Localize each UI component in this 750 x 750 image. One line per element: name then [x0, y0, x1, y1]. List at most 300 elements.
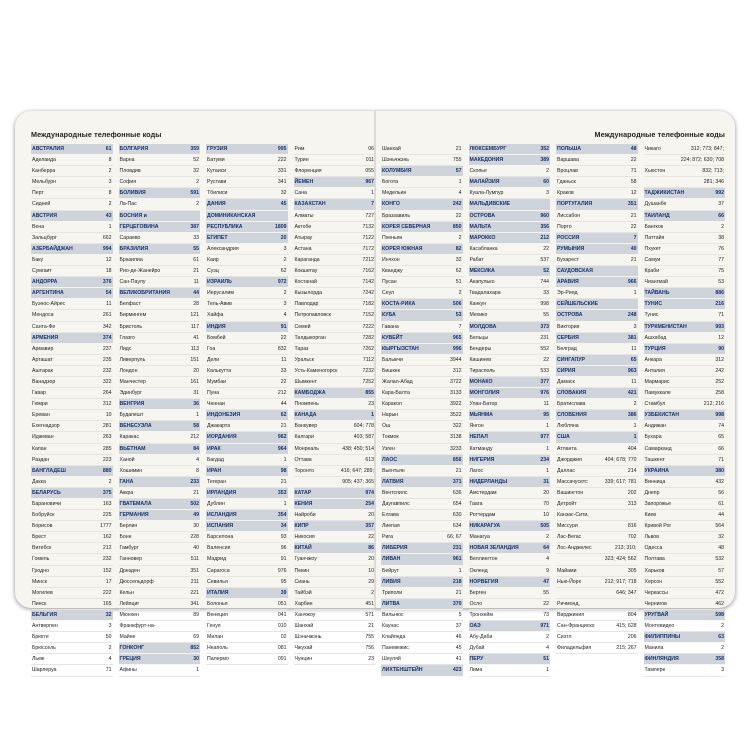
city-name: Мумбаи: [207, 378, 227, 385]
city-row: [556, 188, 638, 199]
dialing-code: 22: [630, 223, 637, 230]
dialing-code: 1: [546, 445, 549, 452]
city-name: Белград: [557, 345, 577, 352]
code-column: [206, 144, 288, 677]
country-name: КОРЕЯ ЮЖНАЯ: [382, 245, 423, 252]
city-row: [294, 577, 376, 588]
country-name: РОССИЯ: [557, 234, 580, 241]
city-name: Уральск: [294, 356, 314, 363]
city-name: Вентспилс: [382, 489, 408, 496]
dialing-code: 206: [627, 634, 637, 641]
dialing-code: 552: [715, 578, 724, 585]
dialing-code: 2: [458, 234, 462, 241]
city-row: [119, 599, 201, 610]
dialing-code: 3522: [449, 412, 462, 419]
city-row: [31, 377, 113, 388]
dialing-code: 7172: [362, 245, 374, 252]
country-name: МОЛДОВА: [469, 323, 497, 330]
dialing-code: 66: [718, 212, 724, 219]
city-row: [294, 322, 376, 333]
city-row: [644, 588, 726, 599]
city-row: [294, 188, 376, 199]
city-name: Дакка: [32, 478, 46, 485]
dialing-code: 60: [543, 179, 549, 186]
city-row: [556, 399, 638, 410]
city-name: Рим: [294, 146, 305, 152]
dialing-code: 591: [190, 190, 199, 197]
country-name: КАЗАХСТАН: [294, 201, 326, 208]
city-row: [556, 211, 638, 222]
country-row: [206, 444, 288, 455]
country-row: [469, 211, 551, 222]
city-row: [469, 643, 551, 654]
city-name: Сеул: [382, 290, 395, 297]
country-row: [206, 410, 288, 421]
dialing-code: 552: [540, 345, 549, 352]
country-row: [206, 233, 288, 244]
country-name: ГЕРЦЕГОВИНА: [119, 223, 159, 230]
city-name: Виктория: [557, 323, 580, 330]
dialing-code: 351: [190, 567, 199, 574]
dialing-code: 7112: [362, 356, 374, 363]
city-name: Порто: [557, 223, 572, 230]
dialing-code: 323; 424; 562: [604, 556, 637, 563]
country-row: [119, 399, 201, 410]
dialing-code: 264: [102, 390, 112, 397]
city-row: [469, 610, 551, 621]
city-row: [556, 543, 638, 554]
country-name: УЗБЕКИСТАН: [644, 412, 680, 419]
dialing-code: 3: [108, 623, 112, 630]
dialing-code: 3: [283, 301, 287, 308]
dialing-code: 2: [721, 623, 724, 630]
city-name: Майне: [119, 634, 136, 641]
country-name: ЛИБЕРИЯ: [382, 545, 408, 552]
city-name: Ченнаи: [207, 401, 225, 408]
dialing-code: 357: [365, 523, 374, 530]
country-name: ИНДОНЕЗИЯ: [207, 412, 241, 419]
city-name: Найроби: [294, 512, 316, 519]
city-name: Брюссель: [32, 645, 56, 652]
dialing-code: 38: [718, 234, 724, 241]
dialing-code: 232: [102, 367, 112, 374]
country-name: ИРЛАНДИЯ: [207, 489, 237, 496]
city-row: [31, 444, 113, 455]
country-name: КАТАР: [294, 489, 312, 496]
country-row: [469, 577, 551, 588]
country-row: [469, 543, 551, 554]
dialing-code: 1: [283, 501, 287, 507]
city-name: Одесса: [644, 545, 663, 552]
city-name: Чернигов: [644, 600, 667, 607]
country-name: ИСЛАНДИЯ: [207, 512, 237, 519]
city-row: [206, 244, 288, 255]
city-row: [31, 554, 113, 565]
country-row: [469, 432, 551, 443]
dialing-code: 44: [193, 290, 199, 297]
country-row: [294, 521, 376, 532]
city-name: Минск: [32, 578, 47, 585]
city-row: [294, 421, 376, 432]
dialing-code: 755: [365, 634, 374, 641]
city-name: Шанхай: [382, 146, 401, 152]
dialing-code: 880: [102, 467, 112, 474]
city-row: [119, 344, 201, 355]
city-name: Жалал-Абад: [382, 378, 413, 385]
city-row: [381, 233, 463, 244]
dialing-code: 57: [455, 168, 462, 175]
city-name: Дели: [207, 356, 220, 363]
country-name: НОВАЯ ЗЕЛАНДИЯ: [469, 545, 519, 552]
dialing-code: 50: [105, 634, 112, 641]
city-name: Барановичи: [32, 501, 62, 507]
dialing-code: 225: [102, 512, 112, 519]
dialing-code: 4: [458, 190, 462, 197]
city-row: [31, 233, 113, 244]
dialing-code: 62: [455, 268, 462, 275]
dialing-code: 432: [715, 478, 724, 485]
country-name: АНДОРРА: [32, 279, 58, 286]
dialing-code: 3: [546, 190, 549, 197]
dialing-code: 2: [108, 168, 112, 175]
city-name: Костанай: [294, 279, 317, 286]
dialing-code: 95: [280, 578, 287, 585]
city-name: Палермо: [207, 656, 229, 663]
country-name: НЕПАЛ: [469, 434, 488, 441]
country-name: КЕНИЯ: [294, 501, 313, 507]
country-row: [119, 510, 201, 521]
dialing-code: 966: [627, 279, 637, 286]
city-name: Клайпеда: [382, 634, 406, 641]
city-row: [119, 432, 201, 443]
dialing-code: 537: [540, 256, 549, 263]
country-row: [206, 322, 288, 333]
city-row: [644, 444, 726, 455]
city-name: Ванадзор: [32, 378, 56, 385]
dialing-code: 7152: [362, 312, 374, 319]
dialing-code: 66; 67: [447, 534, 462, 541]
dialing-code: 352: [540, 146, 549, 152]
country-name: МАЛАЙЗИЯ: [469, 179, 500, 186]
dialing-code: 44: [718, 512, 724, 519]
city-name: Касабланка: [469, 245, 498, 252]
city-name: Пинск: [32, 600, 47, 607]
country-name: СИРИЯ: [557, 367, 576, 374]
city-name: Сан-Франциско: [557, 623, 595, 630]
dialing-code: 20: [368, 512, 374, 519]
dialing-code: 224; 872; 630; 708: [680, 157, 724, 164]
country-row: [381, 222, 463, 233]
city-row: [556, 477, 638, 488]
city-name: Тайбэй: [294, 589, 312, 596]
city-name: Триполи: [382, 589, 403, 596]
city-row: [556, 444, 638, 455]
city-name: Петропавловск: [294, 312, 331, 319]
dialing-code: 3922: [449, 401, 462, 408]
country-row: [469, 322, 551, 333]
dialing-code: 370: [452, 600, 462, 607]
city-name: Самарканд: [644, 445, 672, 452]
dialing-code: 646; 347: [616, 589, 637, 596]
city-row: [294, 643, 376, 654]
city-name: Рио-де-Жанейро: [119, 268, 161, 275]
dialing-code: 4: [283, 312, 287, 319]
city-row: [206, 344, 288, 355]
city-name: Дрезден: [119, 567, 140, 574]
city-row: [294, 233, 376, 244]
country-name: КИТАЙ: [294, 545, 312, 552]
country-row: [556, 299, 638, 310]
city-row: [31, 410, 113, 421]
dialing-code: 163: [102, 501, 112, 507]
city-name: Усть-Каменогорск: [294, 367, 338, 374]
country-row: [31, 277, 113, 288]
city-name: Берлин: [119, 523, 138, 530]
city-name: Гомель: [32, 556, 50, 563]
city-row: [119, 466, 201, 477]
dialing-code: 21: [455, 467, 462, 474]
dialing-code: 961: [452, 556, 462, 563]
country-name: ИНДИЯ: [207, 323, 226, 330]
city-row: [644, 665, 726, 676]
city-row: [644, 499, 726, 510]
dialing-code: 21: [193, 268, 199, 275]
country-row: [556, 366, 638, 377]
country-row: [206, 222, 288, 233]
city-name: Лиепая: [382, 523, 400, 530]
city-row: [206, 188, 288, 199]
dialing-code: 654: [452, 501, 462, 507]
dialing-code: 21: [368, 623, 374, 630]
country-name: ИРАН: [207, 467, 222, 474]
dialing-code: 404: [627, 445, 637, 452]
city-row: [31, 166, 113, 177]
country-row: [31, 288, 113, 299]
city-name: Бельцы: [469, 334, 489, 341]
dialing-code: 472: [715, 589, 724, 596]
dialing-code: 2: [458, 290, 462, 297]
city-row: [644, 488, 726, 499]
city-name: Бухарест: [557, 256, 580, 263]
country-row: [556, 410, 638, 421]
dialing-code: 4: [546, 645, 549, 652]
dialing-code: 58: [630, 179, 637, 186]
dialing-code: 76: [718, 245, 724, 252]
dialing-code: 32: [718, 534, 724, 541]
dialing-code: 32: [105, 611, 112, 618]
dialing-code: 12: [630, 190, 637, 197]
country-row: [31, 244, 113, 255]
city-name: Даугавпилс: [382, 501, 410, 507]
country-name: БРАЗИЛИЯ: [119, 245, 149, 252]
dialing-code: 71: [718, 312, 724, 319]
country-name: МАКЕДОНИЯ: [469, 157, 504, 164]
city-name: Сиэтл: [557, 634, 572, 641]
dialing-code: 051: [277, 600, 287, 607]
city-row: [469, 510, 551, 521]
dialing-code: 218: [452, 578, 462, 585]
city-row: [31, 455, 113, 466]
dialing-code: 634: [452, 523, 462, 530]
country-row: [206, 432, 288, 443]
city-row: [381, 632, 463, 643]
dialing-code: 331: [277, 168, 287, 175]
dialing-code: 223: [102, 456, 112, 463]
dialing-code: 305: [627, 567, 637, 574]
city-name: Аккра: [119, 489, 134, 496]
dialing-code: 992: [715, 190, 724, 197]
dialing-code: 53: [455, 312, 462, 319]
dialing-code: 462: [715, 600, 724, 607]
city-row: [294, 266, 376, 277]
dialing-code: 37: [718, 201, 724, 208]
dialing-code: 84: [193, 445, 199, 452]
dialing-code: 416; 647; 289;: [340, 467, 374, 474]
city-name: Пхукет: [644, 245, 661, 252]
country-row: [119, 654, 201, 665]
city-name: Афины: [119, 667, 137, 674]
dialing-code: 091: [277, 656, 287, 663]
dialing-code: 312: [102, 401, 112, 408]
city-row: [469, 299, 551, 310]
country-name: КОРЕЯ СЕВЕРНАЯ: [382, 223, 431, 230]
country-name: САУДОВСКАЯ: [557, 268, 593, 275]
city-name: Монреаль: [294, 445, 320, 452]
city-name: Лима: [469, 667, 483, 674]
city-name: Бобруйск: [32, 512, 55, 519]
dialing-code: 212: [102, 545, 112, 552]
dialing-code: 1: [458, 567, 462, 574]
dialing-code: 20: [543, 489, 549, 496]
dialing-code: 7262: [362, 345, 374, 352]
country-row: [381, 599, 463, 610]
city-name: Калькутта: [207, 367, 232, 374]
dialing-code: 342: [102, 323, 112, 330]
city-row: [644, 554, 726, 565]
country-row: [644, 288, 726, 299]
country-name: ИТАЛИЯ: [207, 589, 229, 596]
city-row: [294, 277, 376, 288]
dialing-code: 313: [627, 501, 637, 507]
dialing-code: 041: [277, 611, 287, 618]
city-row: [469, 244, 551, 255]
dialing-code: 40: [193, 545, 199, 552]
city-row: [644, 521, 726, 532]
country-name: МОНАКО: [469, 378, 493, 385]
country-name: КИПР: [294, 523, 309, 530]
city-name: Каунас: [382, 623, 399, 630]
dialing-code: 3: [633, 323, 637, 330]
dialing-code: 451: [365, 600, 374, 607]
country-row: [469, 455, 551, 466]
dialing-code: 20: [280, 234, 287, 241]
city-row: [294, 333, 376, 344]
dialing-code: 358: [715, 656, 724, 663]
city-row: [294, 432, 376, 443]
city-row: [294, 344, 376, 355]
city-name: Глазго: [119, 334, 135, 341]
city-row: [119, 521, 201, 532]
dialing-code: 54: [105, 290, 112, 297]
code-column: [556, 144, 638, 677]
page-title-left: Международные телефонные коды: [31, 130, 162, 139]
city-name: Торонто: [294, 467, 314, 474]
city-row: [206, 577, 288, 588]
city-name: Шарлеруа: [32, 667, 57, 674]
dialing-code: 312: [715, 356, 724, 363]
city-row: [294, 599, 376, 610]
city-name: Витебск: [32, 545, 52, 552]
city-name: Токмок: [382, 434, 399, 441]
dialing-code: 389: [540, 157, 549, 164]
city-row: [31, 588, 113, 599]
city-row: [556, 643, 638, 654]
city-row: [206, 288, 288, 299]
city-row: [294, 255, 376, 266]
dialing-code: 2: [283, 290, 287, 297]
city-row: [469, 288, 551, 299]
city-name: Манчестер: [119, 378, 146, 385]
country-row: [469, 621, 551, 632]
city-row: [119, 355, 201, 366]
city-name: Чиангмай: [644, 279, 668, 286]
city-name: Веллингтон: [469, 556, 498, 563]
city-name: Нарын: [382, 412, 399, 419]
city-row: [119, 543, 201, 554]
dialing-code: 77: [718, 256, 724, 263]
city-name: Майами: [557, 567, 577, 574]
dialing-code: 70: [543, 501, 549, 507]
code-column: [31, 144, 113, 677]
country-name: ЛЮКСЕМБУРГ: [469, 146, 507, 152]
city-row: [206, 455, 288, 466]
city-row: [119, 388, 201, 399]
city-name: Даллас: [557, 467, 575, 474]
city-name: Лидс: [119, 345, 132, 352]
dialing-code: 2: [721, 645, 724, 652]
country-row: [469, 233, 551, 244]
dialing-code: 9: [546, 567, 549, 574]
country-name: МОНГОЛИЯ: [469, 390, 500, 397]
city-name: Абу-Даби: [469, 634, 493, 641]
dialing-code: 22: [543, 245, 549, 252]
dialing-code: 21: [630, 256, 637, 263]
country-name: МЕКСИКА: [469, 268, 495, 275]
city-row: [556, 488, 638, 499]
city-row: [644, 177, 726, 188]
city-row: [206, 388, 288, 399]
city-row: [644, 477, 726, 488]
city-row: [31, 199, 113, 210]
country-name: ИЗРАИЛЬ: [207, 279, 232, 286]
city-row: [644, 366, 726, 377]
city-row: [644, 399, 726, 410]
right-page: [381, 130, 725, 677]
city-name: Александрия: [207, 245, 239, 252]
dialing-code: 7252: [362, 378, 374, 385]
dialing-code: 387: [190, 223, 199, 230]
dialing-code: 3: [283, 245, 287, 252]
city-row: [119, 577, 201, 588]
dialing-code: 1: [633, 290, 637, 297]
city-row: [644, 599, 726, 610]
country-name: АРГЕНТИНА: [32, 290, 64, 297]
dialing-code: 7242: [362, 290, 374, 297]
city-name: Суэц: [207, 268, 219, 275]
country-name: АВСТРИЯ: [32, 212, 57, 219]
city-row: [381, 322, 463, 333]
dialing-code: 564: [715, 523, 724, 530]
